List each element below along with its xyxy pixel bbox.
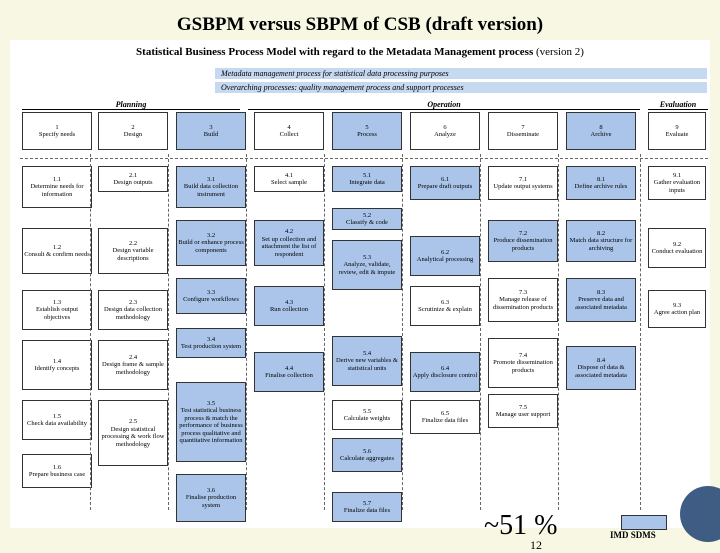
subprocess-number: 9.2 bbox=[672, 240, 682, 248]
subprocess-label: Prepare draft outputs bbox=[417, 183, 473, 190]
subprocess-box bbox=[410, 352, 480, 392]
phase-number: 9 bbox=[675, 123, 679, 131]
subprocess-number: 7.3 bbox=[518, 288, 528, 296]
subprocess-number: 4.4 bbox=[284, 364, 294, 372]
subprocess-box bbox=[332, 400, 402, 430]
diagram-canvas bbox=[10, 40, 710, 552]
subprocess-box bbox=[566, 166, 636, 200]
column-separator bbox=[640, 154, 641, 510]
subprocess-box bbox=[566, 278, 636, 322]
metadata-process-bar: Metadata management process for statistical data processing purposes bbox=[215, 68, 707, 79]
subprocess-label: Calculate aggregates bbox=[340, 455, 394, 462]
subprocess-label: Build data collection instrument bbox=[183, 183, 239, 198]
phase-label: Build bbox=[203, 131, 219, 138]
subprocess-number: 7.2 bbox=[518, 229, 528, 237]
subprocess-number: 7.1 bbox=[518, 175, 528, 183]
subprocess-number: 1.1 bbox=[52, 175, 62, 183]
phase-label: Archive bbox=[590, 131, 612, 138]
subprocess-box bbox=[176, 166, 246, 208]
subprocess-label: Derive new variables & statistical units bbox=[336, 357, 398, 372]
subprocess-label: Prepare business case bbox=[28, 471, 86, 478]
subprocess-label: Design statistical processing & work flow methodology bbox=[101, 425, 165, 448]
subprocess-box bbox=[648, 228, 706, 268]
subprocess-box bbox=[254, 166, 324, 192]
subprocess-box bbox=[332, 240, 402, 290]
subprocess-number: 4.1 bbox=[284, 171, 294, 179]
subprocess-box bbox=[22, 290, 92, 330]
subprocess-label: Consult & confirm needs bbox=[24, 251, 90, 258]
subprocess-label: Finalise collection bbox=[265, 372, 313, 379]
phase-number: 1 bbox=[55, 123, 59, 131]
slide-title: GSBPM versus SBPM of CSB (draft version) bbox=[176, 14, 544, 35]
column-separator bbox=[90, 154, 91, 510]
subprocess-label: Check data availability bbox=[27, 420, 87, 427]
subprocess-box bbox=[410, 236, 480, 276]
subprocess-box bbox=[332, 336, 402, 386]
subprocess-number: 8.2 bbox=[596, 229, 606, 237]
phase-label: Analyze bbox=[434, 131, 456, 138]
phase-number: 4 bbox=[287, 123, 291, 131]
subprocess-box bbox=[566, 220, 636, 262]
subprocess-number: 4.3 bbox=[284, 298, 294, 306]
diagram-title-text: Statistical Business Process Model with regard to the Metadata Management process bbox=[136, 46, 534, 58]
subprocess-number: 6.5 bbox=[440, 409, 450, 417]
subprocess-box bbox=[332, 438, 402, 472]
phase-group-planning: Planning bbox=[22, 100, 240, 110]
subprocess-box bbox=[254, 286, 324, 326]
subprocess-label: Conduct evaluation bbox=[651, 248, 703, 255]
subprocess-label: Gather evaluation inputs bbox=[653, 179, 701, 194]
subprocess-box bbox=[332, 166, 402, 192]
subprocess-label: Run collection bbox=[269, 306, 309, 313]
subprocess-number: 1.3 bbox=[52, 298, 62, 306]
subprocess-label: Design variable descriptions bbox=[112, 247, 154, 262]
subprocess-number: 7.4 bbox=[518, 351, 528, 359]
phase-number: 3 bbox=[209, 123, 213, 131]
subprocess-label: Integrate data bbox=[349, 179, 385, 186]
phase-group-operation: Operation bbox=[248, 100, 640, 110]
subprocess-box bbox=[488, 278, 558, 322]
subprocess-label: Classify & code bbox=[346, 219, 388, 226]
subprocess-box bbox=[22, 228, 92, 274]
phase-box bbox=[22, 112, 92, 150]
subprocess-number: 5.7 bbox=[362, 499, 372, 507]
diagram-title bbox=[10, 46, 710, 58]
subprocess-number: 3.5 bbox=[206, 399, 216, 407]
phase-label: Disseminate bbox=[506, 131, 540, 138]
subprocess-label: Determine needs for information bbox=[30, 183, 84, 198]
subprocess-label: Manage release of dissemination products bbox=[492, 296, 554, 311]
subprocess-label: Establish output objectives bbox=[35, 306, 79, 321]
overarching-process-bar: Overarching processes: quality management process and support processes bbox=[215, 82, 707, 93]
subprocess-box bbox=[332, 492, 402, 522]
subprocess-box bbox=[22, 454, 92, 488]
subprocess-box bbox=[488, 338, 558, 388]
subprocess-label: Apply disclosure control bbox=[412, 372, 478, 379]
subprocess-number: 7.5 bbox=[518, 403, 528, 411]
subprocess-box bbox=[22, 166, 92, 208]
subprocess-label: Analyze, validate, review, edit & impute bbox=[338, 261, 396, 276]
subprocess-number: 3.6 bbox=[206, 486, 216, 494]
coverage-percentage: ~51 % bbox=[484, 510, 558, 541]
phase-label: Design bbox=[123, 131, 143, 138]
subprocess-label: Update output systems bbox=[493, 183, 553, 190]
column-separator bbox=[246, 154, 247, 510]
subprocess-box bbox=[98, 290, 168, 330]
phase-number: 6 bbox=[443, 123, 447, 131]
subprocess-box bbox=[176, 220, 246, 266]
subprocess-number: 3.1 bbox=[206, 175, 216, 183]
subprocess-box bbox=[488, 220, 558, 262]
subprocess-number: 1.4 bbox=[52, 357, 62, 365]
subprocess-number: 5.4 bbox=[362, 349, 372, 357]
subprocess-number: 6.3 bbox=[440, 298, 450, 306]
subprocess-number: 6.1 bbox=[440, 175, 450, 183]
subprocess-number: 8.3 bbox=[596, 288, 606, 296]
column-separator bbox=[558, 154, 559, 510]
subprocess-label: Manage user support bbox=[495, 411, 551, 418]
phase-box bbox=[488, 112, 558, 150]
subprocess-number: 2.2 bbox=[128, 239, 138, 247]
subprocess-box bbox=[488, 166, 558, 200]
subprocess-label: Produce dissemination products bbox=[493, 237, 553, 252]
subprocess-label: Calculate weights bbox=[343, 415, 391, 422]
phase-number: 5 bbox=[365, 123, 369, 131]
subprocess-label: Match data structure for archiving bbox=[569, 237, 633, 252]
column-separator bbox=[402, 154, 403, 510]
phase-box bbox=[254, 112, 324, 150]
subprocess-number: 2.5 bbox=[128, 418, 138, 425]
subprocess-label: Identify concepts bbox=[34, 365, 80, 372]
subprocess-number: 2.1 bbox=[128, 171, 138, 179]
phase-box bbox=[332, 112, 402, 150]
subprocess-box bbox=[98, 166, 168, 192]
diagram-version: (version 2) bbox=[535, 46, 584, 58]
subprocess-label: Finalize data files bbox=[421, 417, 469, 424]
phase-box bbox=[98, 112, 168, 150]
subprocess-box bbox=[566, 346, 636, 390]
phase-group-evaluation: Evaluation bbox=[648, 100, 708, 110]
column-separator bbox=[324, 154, 325, 510]
subprocess-box bbox=[488, 394, 558, 428]
subprocess-box bbox=[410, 286, 480, 326]
subprocess-box bbox=[98, 228, 168, 274]
subprocess-label: Finalize data files bbox=[343, 507, 391, 514]
subprocess-label: Agree action plan bbox=[653, 309, 701, 316]
subprocess-box bbox=[176, 328, 246, 358]
subprocess-number: 3.3 bbox=[206, 288, 216, 296]
subprocess-label: Analytical processing bbox=[416, 256, 474, 263]
legend-swatch bbox=[621, 515, 667, 530]
phase-box bbox=[176, 112, 246, 150]
subprocess-number: 8.1 bbox=[596, 175, 606, 183]
phase-number: 8 bbox=[599, 123, 603, 131]
subprocess-number: 3.4 bbox=[206, 335, 216, 343]
page-number: 12 bbox=[530, 538, 542, 552]
subprocess-box bbox=[254, 220, 324, 266]
subprocess-box bbox=[176, 278, 246, 314]
subprocess-number: 1.5 bbox=[52, 412, 62, 420]
phase-label: Specify needs bbox=[38, 131, 76, 138]
subprocess-label: Finalise production system bbox=[185, 494, 237, 509]
subprocess-number: 6.4 bbox=[440, 364, 450, 372]
subprocess-number: 5.1 bbox=[362, 171, 372, 179]
subprocess-label: Configure workflows bbox=[183, 296, 239, 303]
subprocess-label: Set up collection and attachment the list of respondent bbox=[261, 235, 317, 258]
column-separator bbox=[168, 154, 169, 510]
subprocess-label: Design frame & sample methodology bbox=[102, 361, 164, 376]
phase-label: Evaluate bbox=[665, 131, 689, 138]
phase-box bbox=[566, 112, 636, 150]
phase-number: 2 bbox=[131, 123, 135, 131]
column-separator bbox=[480, 154, 481, 510]
subprocess-number: 1.2 bbox=[52, 243, 62, 251]
subprocess-number: 9.1 bbox=[672, 171, 682, 179]
subprocess-box bbox=[410, 400, 480, 434]
subprocess-number: 1.6 bbox=[52, 463, 62, 471]
subprocess-number: 5.2 bbox=[362, 211, 372, 219]
subprocess-number: 2.4 bbox=[128, 353, 138, 361]
subprocess-number: 4.2 bbox=[284, 228, 294, 235]
subprocess-box bbox=[176, 382, 246, 462]
subprocess-number: 8.4 bbox=[596, 356, 606, 364]
subprocess-box bbox=[648, 290, 706, 328]
subprocess-number: 6.2 bbox=[440, 248, 450, 256]
subprocess-box bbox=[648, 166, 706, 200]
phase-number: 7 bbox=[521, 123, 525, 131]
phase-label: Collect bbox=[279, 131, 299, 138]
subprocess-label: Test statistical business process & match the performance of business process qualitative and quantitative information bbox=[179, 407, 243, 444]
subprocess-label: Select sample bbox=[271, 179, 307, 186]
subprocess-box bbox=[410, 166, 480, 200]
subprocess-label: Design outputs bbox=[113, 179, 153, 186]
subprocess-label: Build or enhance process components bbox=[178, 239, 244, 254]
subprocess-label: Preserve data and associated metadata bbox=[575, 296, 627, 311]
subprocess-label: Promote dissemination products bbox=[493, 359, 553, 374]
phase-box bbox=[410, 112, 480, 150]
legend-label: IMD SDMS bbox=[610, 530, 656, 540]
subprocess-label: Test production system bbox=[180, 343, 242, 350]
subprocess-label: Scrutinize & explain bbox=[418, 306, 472, 313]
subprocess-label: Define archive rules bbox=[574, 183, 628, 190]
subprocess-box bbox=[22, 400, 92, 440]
subprocess-box bbox=[22, 340, 92, 390]
subprocess-label: Design data collection methodology bbox=[103, 306, 163, 321]
subprocess-box bbox=[98, 340, 168, 390]
subprocess-number: 3.2 bbox=[206, 231, 216, 239]
subprocess-number: 9.3 bbox=[672, 301, 682, 309]
subprocess-number: 5.6 bbox=[362, 447, 372, 455]
subprocess-number: 5.5 bbox=[362, 407, 372, 415]
subprocess-box bbox=[176, 474, 246, 522]
subprocess-label: Dispose of data & associated metadata bbox=[575, 364, 627, 379]
subprocess-number: 2.3 bbox=[128, 298, 138, 306]
subprocess-box bbox=[254, 352, 324, 392]
phase-label: Process bbox=[357, 131, 377, 138]
subprocess-box bbox=[98, 400, 168, 466]
phase-box bbox=[648, 112, 706, 150]
row-separator bbox=[20, 158, 708, 159]
subprocess-number: 5.3 bbox=[362, 253, 372, 261]
subprocess-box bbox=[332, 208, 402, 230]
